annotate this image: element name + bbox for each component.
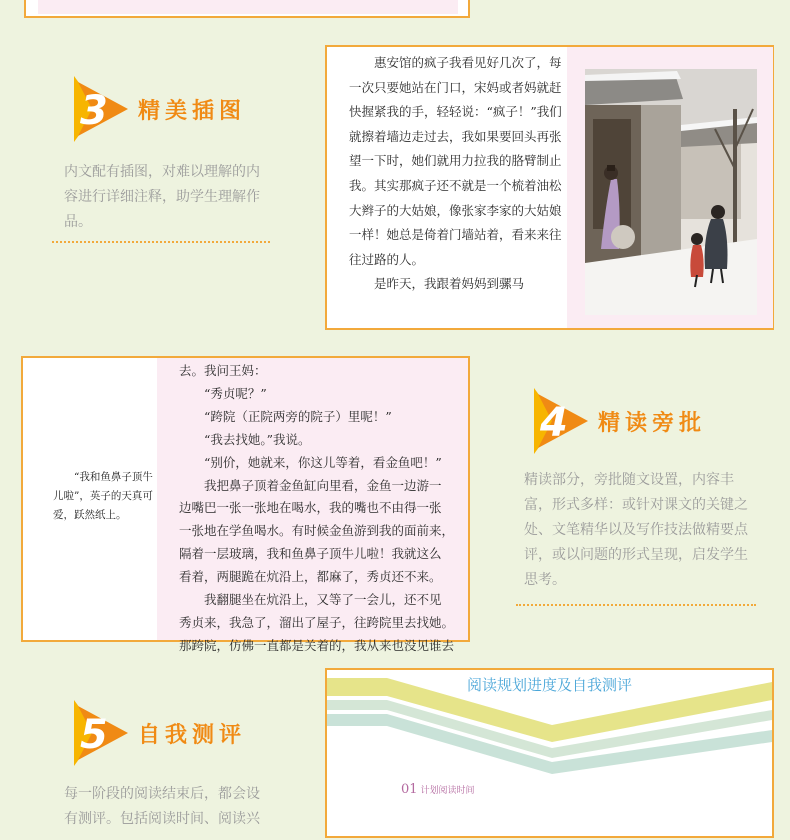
section-3-arrow-icon (74, 76, 130, 142)
passage-line: “秀贞呢？” (204, 385, 267, 401)
item-number: 01 (401, 782, 418, 797)
passage-line: “跨院（正院两旁的院子）里呢！” (204, 408, 392, 424)
section-5-arrow-icon (74, 700, 130, 766)
section-5-number: 5 (80, 712, 108, 758)
illustration-sample-box (325, 45, 774, 330)
self-assessment-panel-title: 阅读规划进度及自我测评 (466, 676, 632, 694)
section-3-description: 内文配有插图，对难以理解的内容进行详细注释，助学生理解作品。 (64, 164, 260, 230)
section-5-title: 自我测评 (138, 722, 247, 748)
section-4-description: 精读部分，旁批随文设置，内容丰富，形式多样：或针对课文的关键之处、文笔精华以及写作技法做精要点评，或以问题的形式呈现，启发学生思考。 (524, 472, 748, 588)
section-5-header (74, 700, 246, 766)
decorative-stripes (327, 670, 772, 840)
section-5-description: 每一阶段的阅读结束后，都会设有测评。包括阅读时间、阅读兴 (64, 786, 260, 827)
passage-line: 边嘴巴一张一张地在喝水，我的嘴也不由得一张 (179, 500, 442, 516)
winter-courtyard-illustration (585, 69, 757, 315)
annotation-text-panel (157, 358, 468, 653)
item-label: 计划阅读时间 (420, 786, 475, 796)
passage-line: “别价，她就来，你这儿等着，看金鱼吧！” (204, 454, 442, 470)
top-preview-panel (38, 0, 458, 14)
passage-line: 我翻腿坐在炕沿上，又等了一会儿，还不见 (204, 592, 442, 608)
planned-reading-time-item (401, 782, 475, 797)
section-4-arrow-icon (534, 388, 590, 454)
annotation-sample-box (21, 356, 470, 653)
passage-paragraph: 是昨天，我跟着妈妈到骡马 (374, 276, 525, 292)
section-3-header (74, 76, 246, 142)
section-4-number: 4 (540, 400, 568, 446)
passage-line: 一张地在学鱼喝水。有时候金鱼游到我的面前来， (179, 523, 455, 539)
self-assessment-sample-box (325, 668, 774, 838)
section-3-title: 精美插图 (138, 98, 247, 124)
passage-line: 那跨院，仿佛一直都是关着的，我从来也没见谁去 (179, 637, 455, 653)
section-4-divider (516, 604, 756, 606)
passage-line: “我去找她。”我说。 (204, 431, 311, 447)
passage-line: 看着，两腿跪在炕沿上，都麻了，秀贞还不来。 (179, 569, 442, 585)
section-3-number: 3 (80, 88, 108, 134)
passage-line: 秀贞来，我急了，溜出了屋子，往跨院里去找她。 (179, 614, 455, 630)
annotation-passage (179, 360, 455, 658)
passage-paragraph: 惠安馆的疯子我看见好几次了，每一次只要她站在门口，宋妈或者妈就赶快握紧我的手，轻轻说：“疯子！”我们就擦着墙边走过去，我如果要回头再张望一下时，她们就用力拉我的胳臂制止我。其实那疯子还不就是一个梳着油松大辫子的大姑娘，像张家李家的大姑娘一样！她总是倚着门墙站着，看来来往往过路的人。 (349, 55, 562, 267)
section-4-header (534, 388, 706, 454)
passage-line: 我把鼻子顶着金鱼缸向里看，金鱼一边游一 (204, 477, 442, 493)
margin-annotation: “我和鱼鼻子顶牛儿啦”，英子的天真可爱，跃然纸上。 (53, 471, 153, 521)
illustration-passage (349, 51, 573, 297)
top-preview-box (24, 0, 470, 18)
section-4-title: 精读旁批 (598, 410, 707, 436)
passage-line: 去。我问王妈： (179, 363, 267, 378)
illustration-panel (567, 47, 773, 328)
section-3-divider (52, 241, 270, 243)
passage-line: 隔着一层玻璃，我和鱼鼻子顶牛儿啦！我就这么 (179, 546, 442, 562)
